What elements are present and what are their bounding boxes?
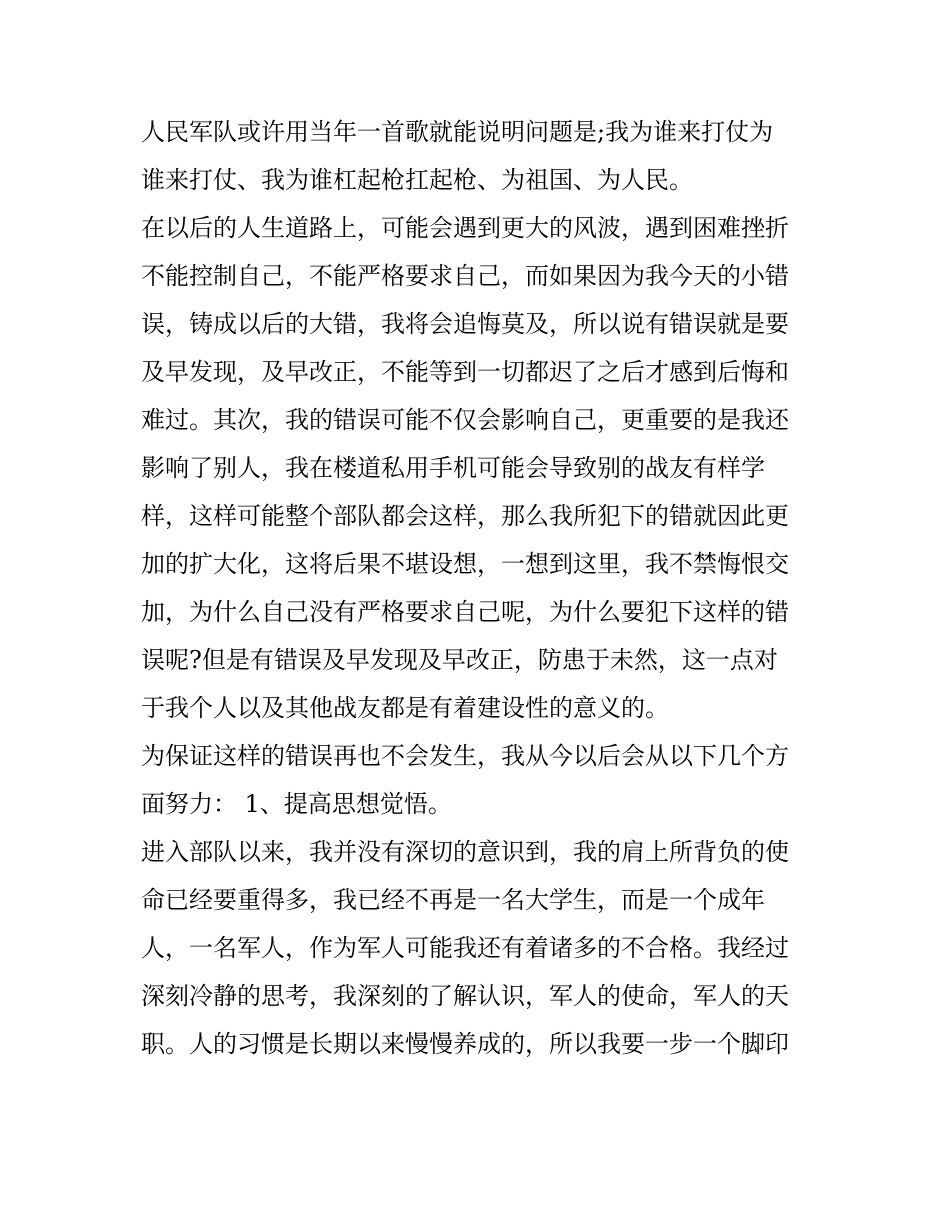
text-line: 误，铸成以后的大错，我将会追悔莫及，所以说有错误就是要 bbox=[141, 310, 789, 338]
text-line: 谁来打仗、我为谁杠起枪扛起枪、为祖国、为人民。 bbox=[141, 166, 693, 194]
text-line: 进入部队以来，我并没有深切的意识到，我的肩上所背负的使 bbox=[141, 838, 789, 866]
text-line: 难过。其次，我的错误可能不仅会影响自己，更重要的是我还 bbox=[141, 406, 789, 434]
text-line: 加，为什么自己没有严格要求自己呢，为什么要犯下这样的错 bbox=[141, 598, 789, 626]
text-line: 误呢?但是有错误及早发现及早改正，防患于未然，这一点对 bbox=[141, 646, 778, 674]
text-line: 加的扩大化，这将后果不堪设想，一想到这里，我不禁悔恨交 bbox=[141, 550, 789, 578]
text-line: 深刻冷静的思考，我深刻的了解认识，军人的使命，军人的天 bbox=[141, 982, 789, 1010]
text-line: 不能控制自己，不能严格要求自己，而如果因为我今天的小错 bbox=[141, 262, 789, 290]
text-line: 职。人的习惯是长期以来慢慢养成的，所以我要一步一个脚印 bbox=[141, 1030, 789, 1058]
text-line: 面努力： 1、提高思想觉悟。 bbox=[141, 790, 452, 818]
text-line: 及早发现，及早改正，不能等到一切都迟了之后才感到后悔和 bbox=[141, 358, 789, 386]
text-line: 人民军队或许用当年一首歌就能说明问题是;我为谁来打仗为 bbox=[141, 118, 774, 146]
text-line: 为保证这样的错误再也不会发生，我从今以后会从以下几个方 bbox=[141, 742, 789, 770]
text-line: 命已经要重得多，我已经不再是一名大学生，而是一个成年 bbox=[141, 886, 765, 914]
document-body bbox=[141, 108, 831, 1068]
text-line: 人，一名军人，作为军人可能我还有着诸多的不合格。我经过 bbox=[141, 934, 789, 962]
text-line: 于我个人以及其他战友都是有着建设性的意义的。 bbox=[141, 694, 669, 722]
text-line: 在以后的人生道路上，可能会遇到更大的风波，遇到困难挫折 bbox=[141, 214, 789, 242]
text-line: 影响了别人，我在楼道私用手机可能会导致别的战友有样学 bbox=[141, 454, 765, 482]
text-line: 样，这样可能整个部队都会这样，那么我所犯下的错就因此更 bbox=[141, 502, 789, 530]
